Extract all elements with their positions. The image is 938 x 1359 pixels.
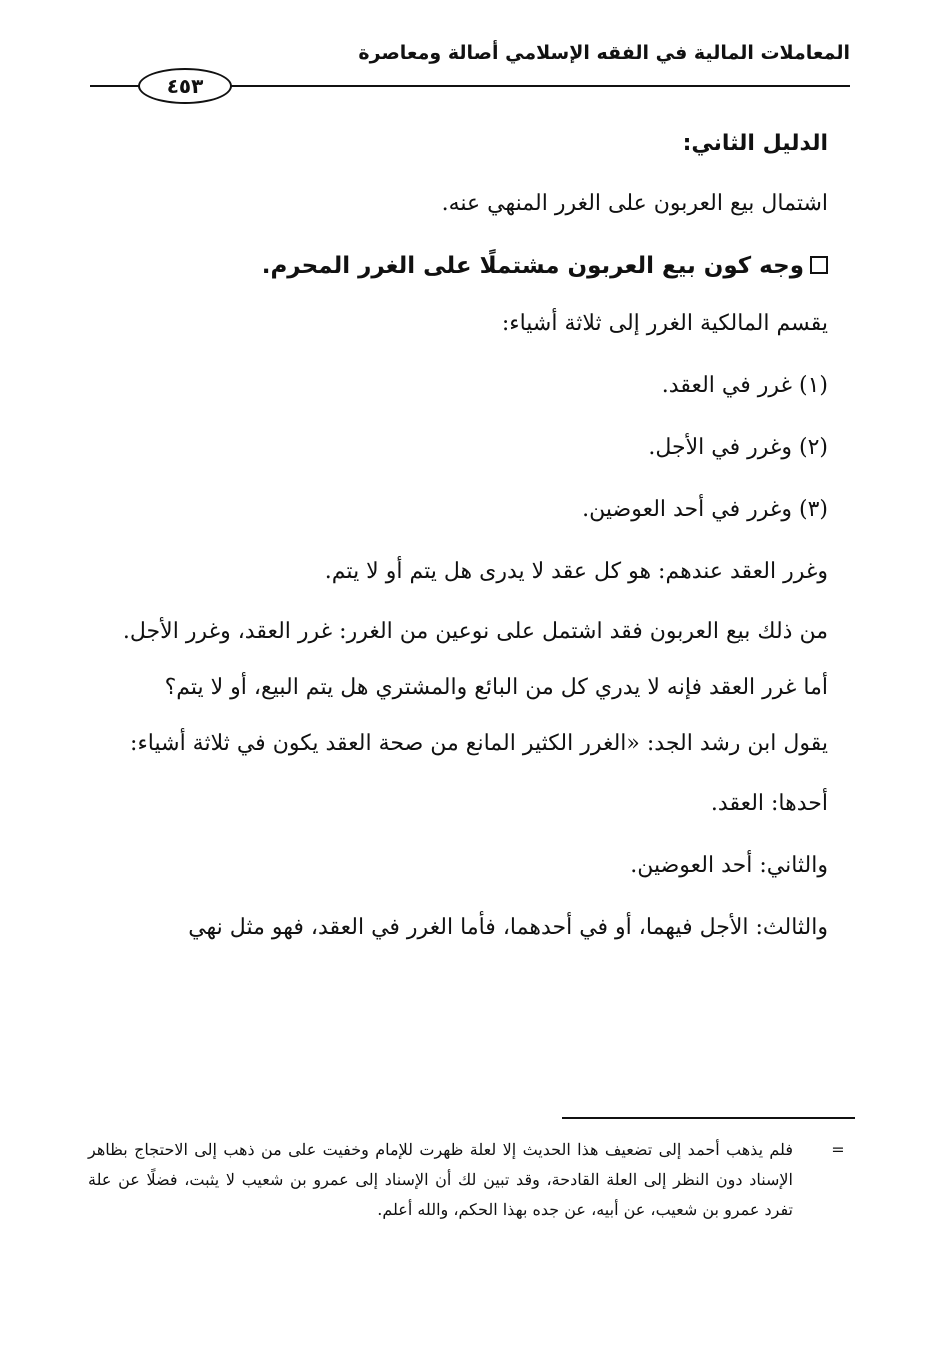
paragraph-9: والثالث: الأجل فيهما، أو في أحدهما، فأما الغرر في العقد، فهو مثل نهي: [188, 915, 828, 940]
paragraph-2: يقسم المالكية الغرر إلى ثلاثة أشياء:: [501, 311, 828, 336]
evidence-heading: الدليل الثاني:: [682, 131, 828, 156]
main-text: [88, 122, 828, 944]
footnote-rule: [562, 1117, 855, 1119]
footnote-text: فلم يذهب أحمد إلى تضعيف هذا الحديث إلا لعلة ظهرت للإمام وخفيت على من ذهب إلى الاحتجاج بظاهر الإسناد دون النظر إلى العلة القادحة، وقد تبين لك أن الإسناد إلى عمرو بن شعيب لا يثبت، فضلًا عن علة تفرد عمرو بن شعيب، عن أبيه، عن جده بهذا الحكم، والله أعلم.: [88, 1140, 793, 1219]
paragraph-6: يقول ابن رشد الجد: «الغرر الكثير المانع من صحة العقد يكون في ثلاثة أشياء:: [130, 731, 828, 756]
checkbox-bullet-icon: [810, 256, 828, 274]
running-header-title: المعاملات المالية في الفقه الإسلامي أصالة ومعاصرة: [358, 42, 850, 64]
footnote: [88, 1135, 848, 1225]
paragraph-3: وغرر العقد عندهم: هو كل عقد لا يدرى هل يتم أو لا يتم.: [324, 559, 828, 584]
list-item-3: (٣) وغرر في أحد العوضين.: [582, 497, 828, 522]
page-number: ٤٥٣: [138, 68, 232, 104]
list-item-2: (٢) وغرر في الأجل.: [648, 435, 828, 460]
paragraph-5: أما غرر العقد فإنه لا يدري كل من البائع والمشتري هل يتم البيع، أو لا يتم؟: [164, 675, 828, 700]
section-heading-text: وجه كون بيع العربون مشتملًا على الغرر المحرم.: [261, 253, 804, 279]
list-item-1: (١) غرر في العقد.: [661, 373, 828, 398]
paragraph-1: اشتمال بيع العربون على الغرر المنهي عنه.: [441, 191, 828, 216]
paragraph-4: من ذلك بيع العربون فقد اشتمل على نوعين من الغرر: غرر العقد، وغرر الأجل.: [122, 619, 828, 644]
footnote-continuation-marker: =: [831, 1140, 845, 1159]
paragraph-7: أحدها: العقد.: [710, 791, 828, 816]
section-heading: [88, 250, 828, 282]
paragraph-8: والثاني: أحد العوضين.: [630, 853, 828, 878]
